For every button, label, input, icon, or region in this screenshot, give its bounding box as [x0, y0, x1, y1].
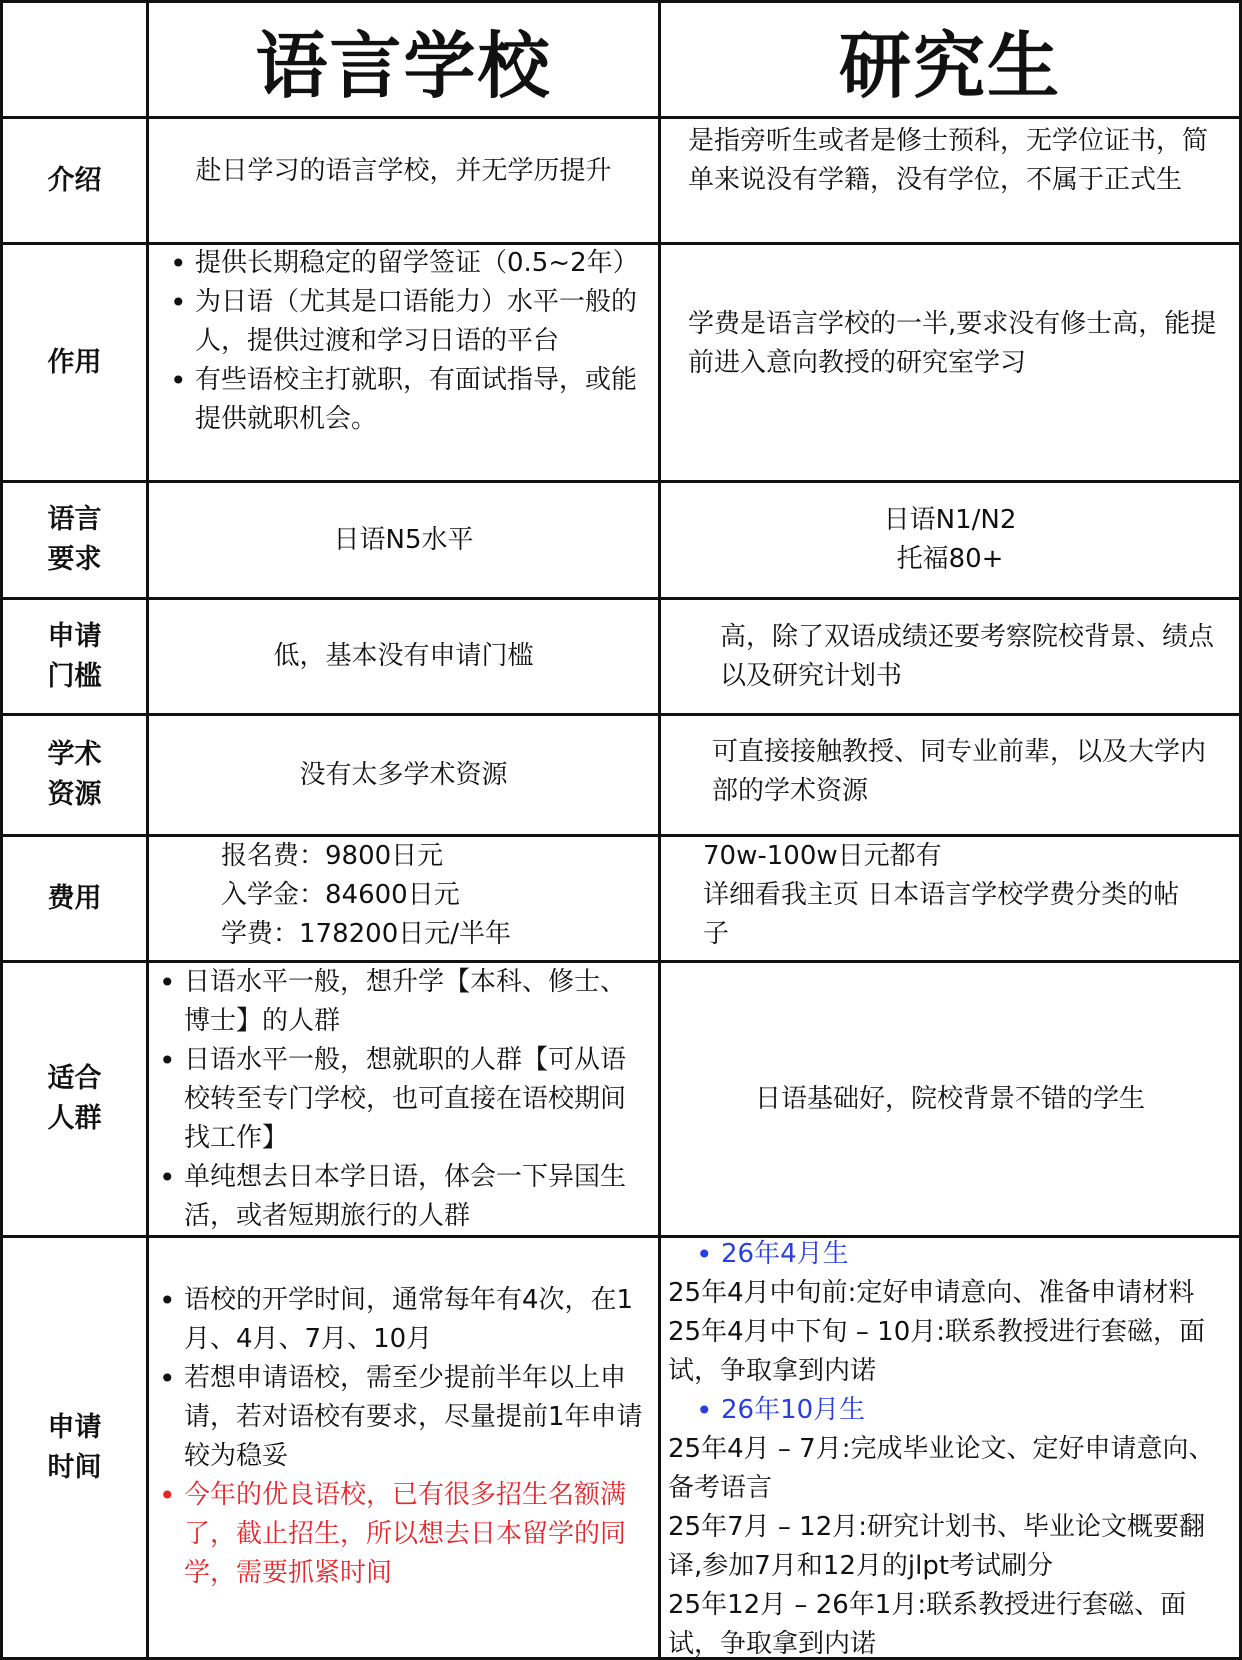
row-label-line: 申请 — [47, 620, 102, 652]
schedule-line: 25年4月 – 7月:完成毕业论文、定好申请意向、备考语言 — [668, 1434, 1215, 1503]
list-item: • 为日语（尤其是口语能力）水平一般的人，提供过渡和学习日语的平台 — [160, 283, 650, 361]
row-label-line: 语言 — [47, 504, 102, 535]
cell-text: 高，除了双语成绩还要考察院校背景、绩点以及研究计划书 — [720, 622, 1215, 691]
academic-language-school — [149, 716, 658, 834]
list-item: • 语校的开学时间，通常每年有4次，在1月、4月、7月、10月 — [149, 1281, 649, 1359]
intake-april-heading: • 26年4月生 — [686, 1235, 1236, 1274]
cell-text: 学费是语言学校的一半,要求没有修士高，能提前进入意向教授的研究室学习 — [688, 309, 1217, 378]
schedule-line: 25年4月中旬前:定好申请意向、准备申请材料 — [668, 1278, 1195, 1308]
intake-october-heading: • 26年10月生 — [686, 1391, 1236, 1430]
intro-language-school — [149, 119, 658, 223]
audience-language-school — [149, 963, 649, 1235]
bullet-list — [149, 963, 649, 1235]
schedule-line: 25年4月中下旬 – 10月:联系教授进行套磁，面试，争取拿到内诺 — [668, 1317, 1205, 1386]
row-label-line: 时间 — [47, 1451, 102, 1483]
threshold-graduate — [720, 618, 1220, 702]
cell-line: 日语N1/N2 — [883, 505, 1017, 535]
cell-text: 可直接接触教授、同专业前辈，以及大学内部的学术资源 — [712, 737, 1207, 806]
list-item: • 日语水平一般，想升学【本科、修士、博士】的人群 — [149, 963, 649, 1041]
list-item: • 提供长期稳定的留学签证（0.5~2年） — [160, 244, 650, 283]
header-language-school: 语言学校 — [255, 23, 552, 108]
fee-line: 入学金：84600日元 — [221, 880, 460, 910]
row-label-audience — [3, 963, 146, 1235]
academic-graduate — [712, 733, 1212, 817]
row-label-line: 申请 — [47, 1411, 102, 1443]
row-label-line: 要求 — [47, 544, 102, 575]
cost-graduate — [703, 837, 1203, 959]
intro-graduate — [688, 122, 1228, 240]
row-label-line: 学术 — [47, 739, 102, 770]
row-label-academic — [3, 716, 146, 834]
list-item: • 日语水平一般，想就职的人群【可从语校转至专门学校，也可直接在语校期间找工作】 — [149, 1041, 649, 1158]
cell-text: 低，基本没有申请门槛 — [273, 641, 534, 671]
row-label-role — [3, 245, 146, 480]
fee-line: 报名费：9800日元 — [221, 841, 444, 871]
timing-graduate — [668, 1235, 1236, 1657]
cell-text: 是指旁听生或者是修士预科，无学位证书，简单来说没有学籍，没有学位，不属于正式生 — [688, 126, 1209, 195]
cell-text: 赴日学习的语言学校，并无学历提升 — [195, 155, 612, 186]
row-label-line: 门槛 — [47, 660, 102, 692]
intake-heading-list — [686, 1235, 1236, 1274]
audience-graduate — [661, 963, 1239, 1235]
cell-text: 没有太多学术资源 — [299, 759, 508, 790]
bullet-list — [149, 1281, 649, 1593]
row-label-intro — [3, 119, 146, 242]
row-label-line: 资源 — [47, 779, 102, 810]
timing-language-school — [149, 1281, 649, 1657]
cost-line: 详细看我主页 日本语言学校学费分类的帖子 — [703, 880, 1180, 949]
row-label-line: 介绍 — [47, 164, 102, 196]
row-label-line: 适合 — [47, 1063, 102, 1094]
list-item: • 若想申请语校，需至少提前半年以上申请，若对语校有要求，尽量提前1年申请较为稳妥 — [149, 1359, 649, 1476]
cost-language-school — [221, 837, 651, 959]
highlight-notice: • 今年的优良语校，已有很多招生名额满了，截止招生，所以想去日本留学的同学，需要抓紧时间 — [149, 1476, 649, 1593]
row-label-line: 作用 — [47, 346, 102, 378]
row-label-timing — [3, 1238, 146, 1657]
schedule-line: 25年7月 – 12月:研究计划书、毕业论文概要翻译,参加7月和12月的jlpt考试刷分 — [668, 1512, 1205, 1581]
row-label-threshold — [3, 600, 146, 713]
cell-line: 托福80+ — [896, 544, 1004, 574]
role-graduate — [688, 305, 1233, 395]
bullet-list — [160, 244, 650, 439]
column-divider-2 — [658, 0, 661, 1660]
header-graduate: 研究生 — [838, 23, 1061, 108]
threshold-language-school — [149, 600, 658, 713]
row-label-cost — [3, 837, 146, 960]
list-item: • 单纯想去日本学日语，体会一下异国生活，或者短期旅行的人群 — [149, 1158, 649, 1235]
schedule-line: 25年12月 – 26年1月:联系教授进行套磁、面试，争取拿到内诺 — [668, 1590, 1187, 1657]
row-label-line: 费用 — [47, 882, 102, 914]
fee-line: 学费：178200日元/半年 — [221, 919, 512, 949]
cost-line: 70w-100w日元都有 — [703, 841, 942, 871]
cell-text: 日语N5水平 — [333, 524, 474, 555]
language-graduate — [661, 483, 1239, 597]
intake-heading-list — [686, 1391, 1236, 1430]
language-language-school — [149, 483, 658, 597]
row-label-line: 人群 — [47, 1103, 102, 1134]
row-label-language — [3, 483, 146, 597]
role-language-school — [160, 244, 650, 478]
list-item: • 有些语校主打就职，有面试指导，或能提供就职机会。 — [160, 361, 650, 439]
cell-text: 日语基础好，院校背景不错的学生 — [754, 1083, 1145, 1114]
